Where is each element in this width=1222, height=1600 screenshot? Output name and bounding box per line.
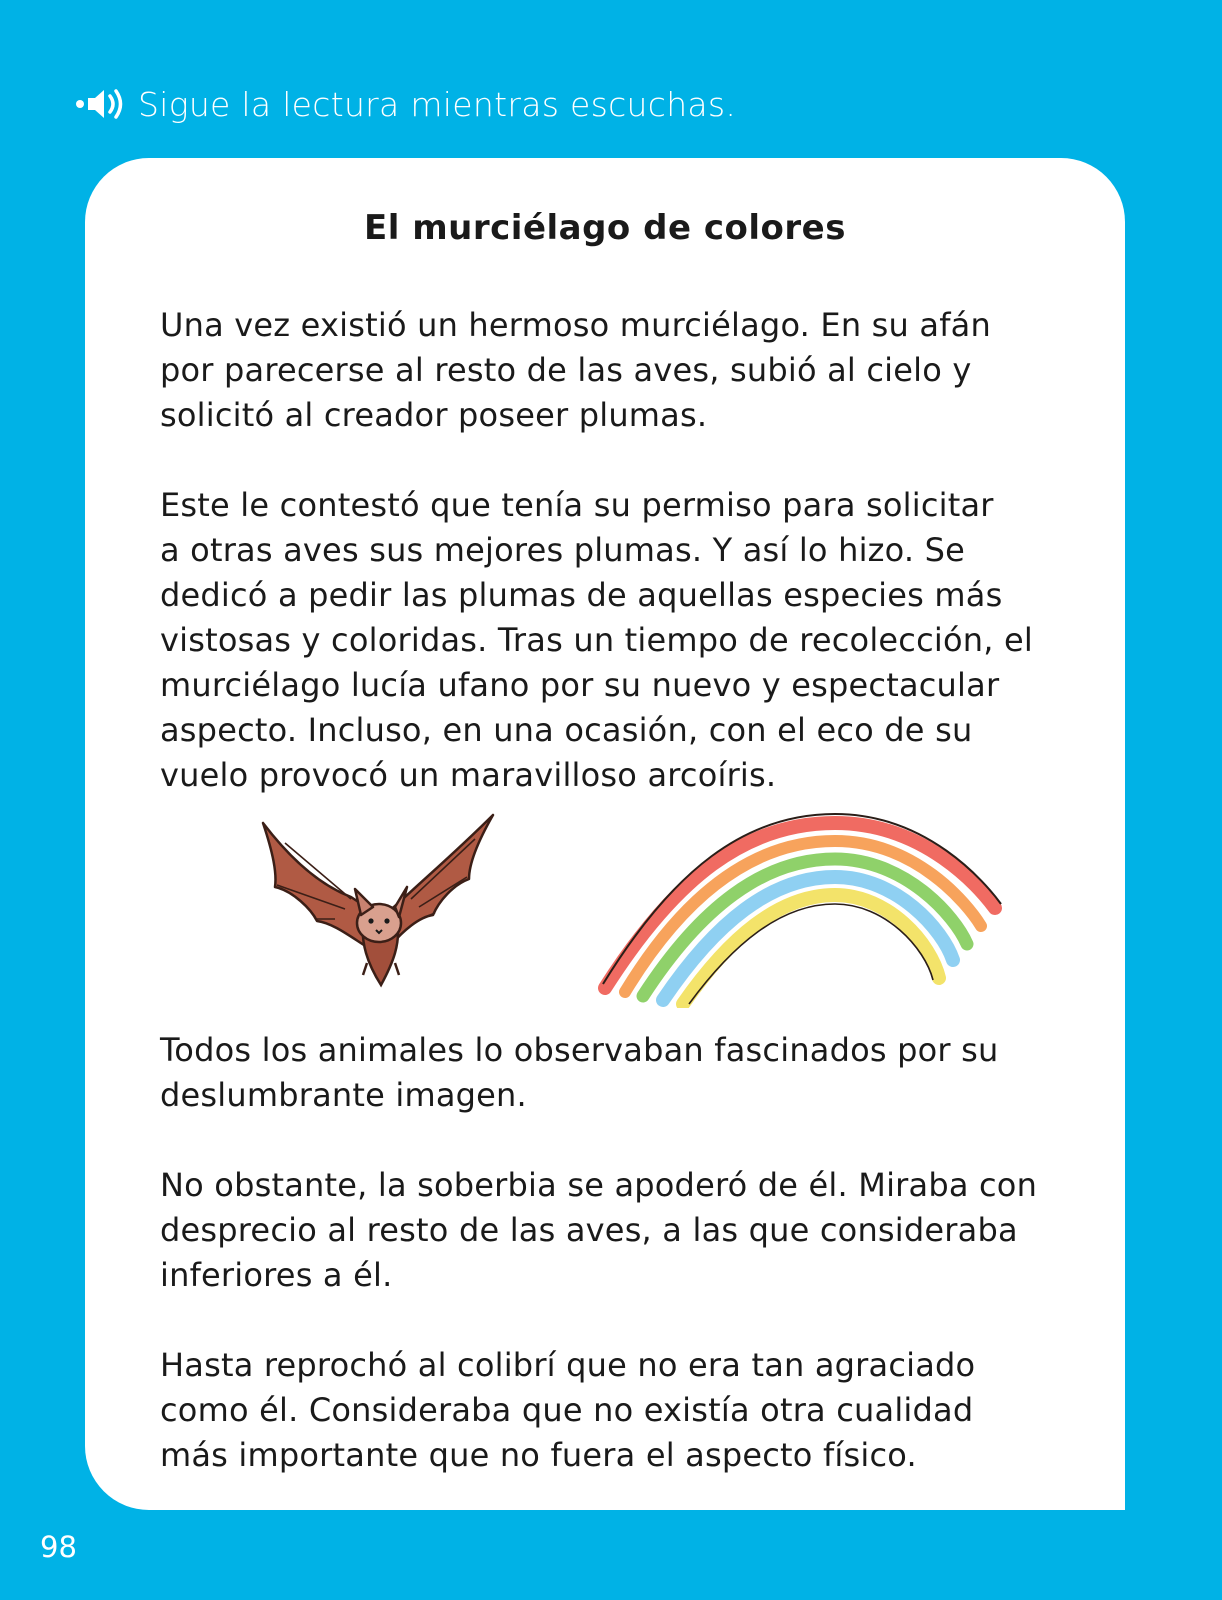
story-paragraph: No obstante, la soberbia se apoderó de él. Miraba con desprecio al resto de las aves, a las que consideraba inferiores a él. — [160, 1166, 1038, 1294]
story-paragraph: Una vez existió un hermoso murciélago. En su afán por parecerse al resto de las aves, subió al cielo y solicitó al creador poseer plumas. — [160, 306, 991, 434]
rainbow-illustration — [595, 808, 1015, 1008]
story-card — [85, 158, 1125, 1510]
page-number: 98 — [40, 1530, 77, 1564]
story-title: El murciélago de colores — [364, 208, 846, 248]
speaker-icon[interactable] — [74, 87, 126, 121]
story-paragraph: Este le contestó que tenía su permiso para solicitar a otras aves sus mejores plumas. Y así lo hizo. Se dedicó a pedir las plumas de aquellas especies más vistosas y coloridas. Tras un tiempo de recolección, el murciélago lucía ufano por su nuevo y espectacular aspecto. Incluso, en una ocasión, con el eco de su vuelo provocó un maravilloso arcoíris. — [160, 486, 1033, 794]
bat-illustration — [255, 813, 500, 993]
instruction-text: Sigue la lectura mientras escuchas. — [138, 84, 737, 124]
story-paragraph: Hasta reprochó al colibrí que no era tan agraciado como él. Consideraba que no existía otra cualidad más importante que no fuera el aspecto físico. — [160, 1346, 976, 1474]
story-paragraph: Todos los animales lo observaban fascinados por su deslumbrante imagen. — [160, 1031, 999, 1114]
audio-instruction — [74, 80, 736, 128]
